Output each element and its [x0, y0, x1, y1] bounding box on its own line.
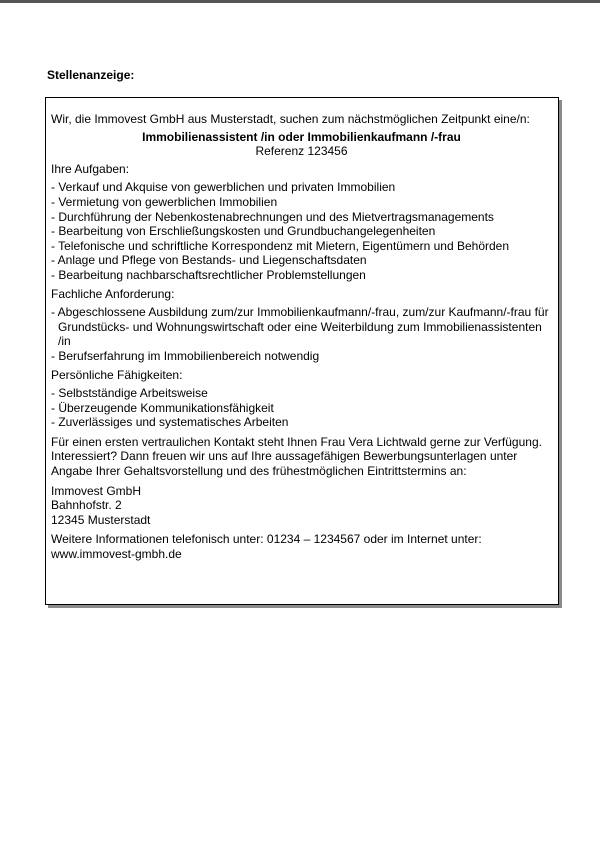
requirements-list — [51, 305, 552, 363]
top-border-rule — [0, 0, 600, 3]
list-item: - Selbstständige Arbeitsweise — [51, 386, 208, 401]
requirements-label: Fachliche Anforderung: — [51, 286, 175, 301]
list-item: - Abgeschlossene Ausbildung zum/zur Immobilienkaufmann/-frau, zum/zur Kaufmann/-frau für Grundstücks- und Wohnungswirtschaft oder eine Weiterbildung zum Immobilienassistenten /in — [51, 305, 549, 349]
job-title: Immobilienassistent /in oder Immobilienkaufmann /-frau — [142, 129, 461, 144]
tasks-label: Ihre Aufgaben: — [51, 161, 130, 176]
tasks-list — [51, 180, 552, 282]
contact-paragraph: Für einen ersten vertraulichen Kontakt steht Ihnen Frau Vera Lichtwald gerne zur Verfügung. Interessiert? Dann freuen wir uns auf Ihre aussagefähigen Bewerbungsunterlagen unter Angabe Ihrer Gehaltsvorstellung und des frühestmöglichen Eintrittstermins an: — [51, 434, 542, 479]
list-item: - Verkauf und Akquise von gewerblichen und privaten Immobilien — [51, 180, 396, 195]
list-item: - Bearbeitung von Erschließungskosten und Grundbuchangelegenheiten — [51, 224, 436, 239]
list-item: - Bearbeitung nachbarschaftsrechtlicher Problemstellungen — [51, 267, 366, 282]
list-item: - Überzeugende Kommunikationsfähigkeit — [51, 400, 274, 415]
list-item: - Berufserfahrung im Immobilienbereich notwendig — [51, 348, 320, 363]
address-street: Bahnhofstr. 2 — [51, 498, 122, 513]
job-title-block — [51, 130, 552, 159]
list-item: - Telefonische und schriftliche Korrespondenz mit Mietern, Eigentümern und Behörden — [51, 238, 510, 253]
list-item: - Durchführung der Nebenkostenabrechnungen und des Mietvertragsmanagements — [51, 209, 494, 224]
skills-list — [51, 386, 552, 430]
address-company: Immovest GmbH — [51, 483, 142, 498]
ad-intro: Wir, die Immovest GmbH aus Musterstadt, suchen zum nächstmöglichen Zeitpunkt eine/n: — [51, 112, 530, 126]
company-address — [51, 484, 552, 528]
address-city: 12345 Musterstadt — [51, 512, 151, 527]
page-heading: Stellenanzeige: — [47, 68, 135, 82]
skills-label: Persönliche Fähigkeiten: — [51, 367, 183, 382]
list-item: - Anlage und Pflege von Bestands- und Liegenschaftsdaten — [51, 253, 367, 268]
list-item: - Vermietung von gewerblichen Immobilien — [51, 194, 278, 209]
job-ad-box — [45, 97, 559, 605]
job-reference: Referenz 123456 — [255, 144, 348, 159]
more-info-paragraph: Weitere Informationen telefonisch unter: 01234 – 1234567 oder im Internet unter: www.immovest-gmbh.de — [51, 532, 482, 562]
list-item: - Zuverlässiges und systematisches Arbeiten — [51, 415, 289, 430]
